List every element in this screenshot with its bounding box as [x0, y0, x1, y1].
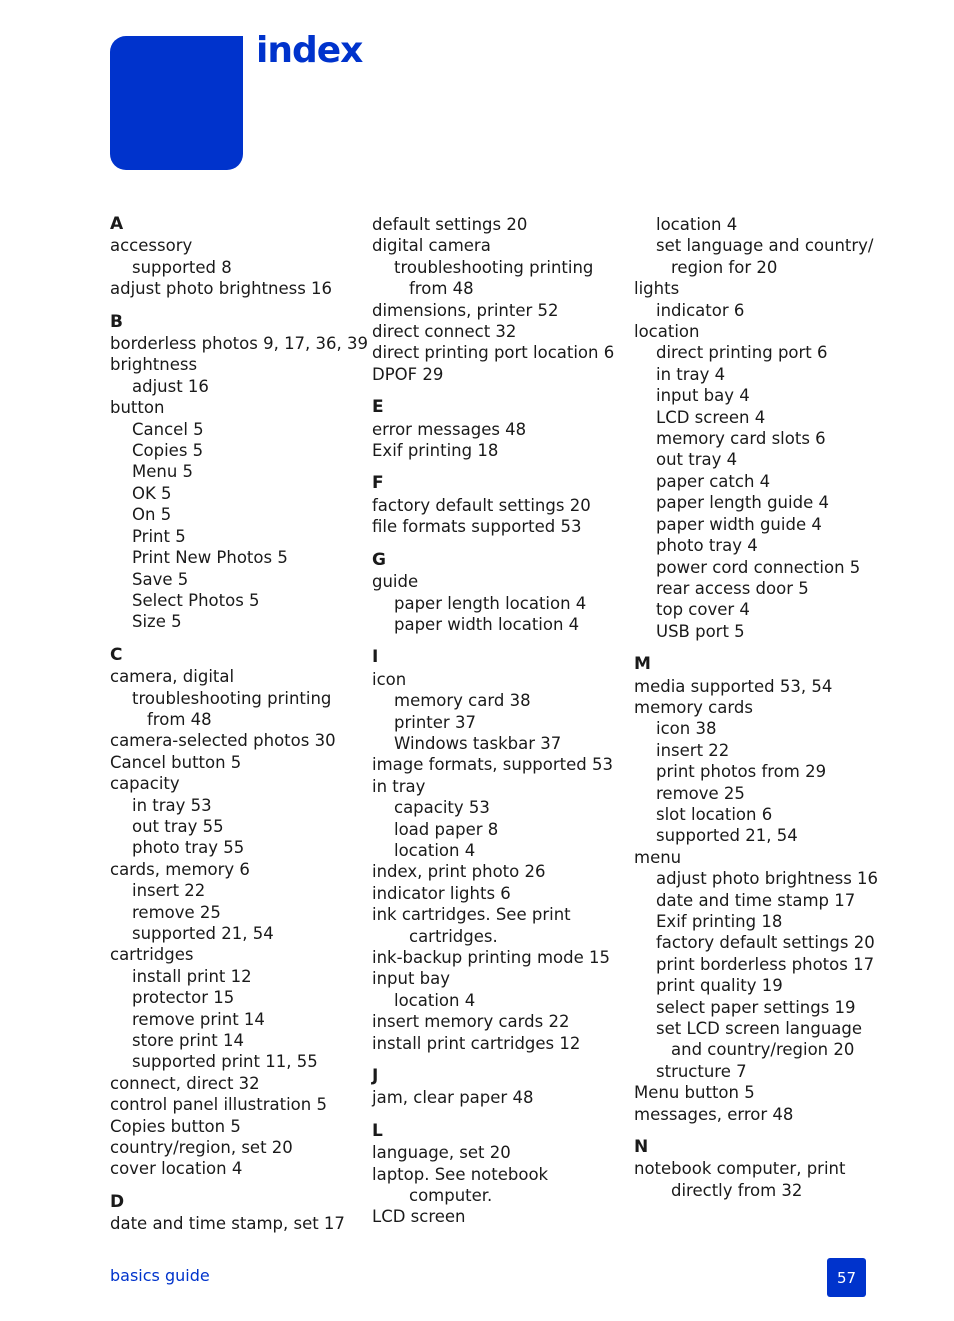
index-entry: paper catch 4 [656, 471, 771, 491]
index-entry: print quality 19 [656, 976, 783, 996]
index-entry: store print 14 [132, 1031, 244, 1051]
index-entry: cards, memory 6 [110, 859, 250, 879]
section-letter: J [372, 1066, 379, 1087]
index-entry: region for 20 [671, 257, 778, 277]
index-entry: OK 5 [132, 483, 172, 503]
index-entry: ink cartridges. See print [372, 905, 571, 925]
index-entry: top cover 4 [656, 600, 750, 620]
index-entry: remove 25 [132, 902, 221, 922]
index-entry: capacity 53 [394, 798, 490, 818]
index-entry: camera, digital [110, 667, 235, 687]
index-entry: Print 5 [132, 526, 186, 546]
index-entry: set language and country/ [656, 236, 874, 256]
index-entry: image formats, supported 53 [372, 755, 613, 775]
index-entry: date and time stamp, set 17 [110, 1214, 345, 1234]
index-entry: memory cards [634, 697, 753, 717]
index-entry: from 48 [409, 279, 474, 299]
index-entry: location 4 [656, 215, 738, 234]
index-entry: rear access door 5 [656, 578, 809, 598]
index-entry: Exif printing 18 [656, 912, 783, 931]
index-entry: control panel illustration 5 [110, 1095, 327, 1115]
index-entry: accessory [110, 236, 193, 256]
index-entry: Copies 5 [132, 441, 204, 461]
index-entry: in tray 4 [656, 364, 726, 384]
index-entry: photo tray 4 [656, 536, 758, 556]
chapter-tab-block [110, 36, 243, 170]
index-entry: Cancel 5 [132, 419, 204, 439]
section-letter: M [634, 654, 651, 675]
section-letter: I [372, 647, 379, 668]
index-entry: location 4 [394, 990, 476, 1010]
index-entry: install print 12 [132, 966, 252, 986]
index-entry: direct connect 32 [372, 322, 517, 342]
index-entry: On 5 [132, 505, 172, 525]
index-entry: date and time stamp 17 [656, 890, 856, 910]
index-entry: icon 38 [656, 719, 717, 739]
index-entry: load paper 8 [394, 819, 499, 839]
index-entry: menu [634, 847, 682, 867]
footer-label: basics guide [110, 1266, 210, 1285]
index-entry: Windows taskbar 37 [394, 733, 562, 753]
index-entry: troubleshooting printing [132, 688, 332, 708]
index-entry: photo tray 55 [132, 838, 245, 858]
index-entry: factory default settings 20 [372, 495, 591, 515]
index-entry: supported 21, 54 [132, 924, 274, 943]
index-entry: borderless photos 9, 17, 36, 39 [110, 334, 369, 354]
index-entry: memory card 38 [394, 691, 531, 711]
index-entry: input bay 4 [656, 386, 750, 406]
index-entry: insert memory cards 22 [372, 1012, 570, 1032]
index-entry: messages, error 48 [634, 1104, 794, 1124]
index-entry: direct printing port 6 [656, 343, 828, 363]
index-entry: adjust photo brightness 16 [110, 279, 333, 299]
index-entry: in tray 53 [132, 795, 212, 815]
section-letter: A [110, 214, 124, 234]
index-entry: print photos from 29 [656, 762, 827, 782]
index-entry: supported print 11, 55 [132, 1052, 318, 1072]
index-entry: and country/region 20 [671, 1040, 855, 1060]
index-entry: button [110, 398, 165, 418]
section-letter: E [372, 397, 384, 418]
index-entry: error messages 48 [372, 419, 527, 439]
page-number-badge [827, 1258, 866, 1297]
index-entry: LCD screen [372, 1207, 466, 1227]
index-entry: print borderless photos 17 [656, 954, 875, 974]
index-entry: icon [372, 669, 407, 689]
index-entry: Exif printing 18 [372, 441, 499, 461]
index-entry: Select Photos 5 [132, 590, 260, 610]
index-entry: capacity [110, 774, 180, 794]
index-entry: Menu button 5 [634, 1083, 755, 1103]
index-entry: cartridges. [409, 926, 498, 946]
index-entry: insert 22 [656, 740, 730, 760]
index-entry: in tray [372, 776, 426, 796]
index-entry: connect, direct 32 [110, 1073, 260, 1093]
index-entry: notebook computer, print [634, 1159, 846, 1179]
index-entry: structure 7 [656, 1061, 747, 1081]
index-entry: insert 22 [132, 881, 206, 901]
index-entry: set LCD screen language [656, 1019, 863, 1039]
index-entry: guide [372, 572, 419, 592]
page-number: 57 [836, 1268, 857, 1287]
index-entry: direct printing port location 6 [372, 343, 615, 363]
index-entry: LCD screen 4 [656, 407, 766, 427]
index-entry: index, print photo 26 [372, 862, 546, 882]
index-entry: out tray 55 [132, 816, 224, 836]
index-entry: language, set 20 [372, 1143, 511, 1163]
index-entry: laptop. See notebook [372, 1164, 549, 1184]
index-entry: directly from 32 [671, 1180, 803, 1200]
index-entry: Cancel button 5 [110, 752, 242, 772]
index-entry: paper width guide 4 [656, 514, 822, 534]
index-entry: memory card slots 6 [656, 429, 826, 449]
index-entry: supported 8 [132, 257, 232, 277]
index-entry: indicator 6 [656, 300, 745, 320]
index-entry: paper length location 4 [394, 593, 587, 613]
section-letter: N [634, 1137, 649, 1158]
section-letter: L [372, 1120, 383, 1141]
section-letter: F [372, 473, 384, 494]
index-entry: location 4 [394, 840, 476, 860]
index-column-2 [372, 214, 627, 1228]
index-entry: remove 25 [656, 783, 745, 803]
index-entry: protector 15 [132, 988, 235, 1008]
index-entry: paper width location 4 [394, 614, 580, 634]
index-entry: Menu 5 [132, 462, 194, 482]
index-entry: indicator lights 6 [372, 883, 511, 903]
index-entry: cartridges [110, 945, 194, 965]
index-entry: adjust photo brightness 16 [656, 869, 879, 889]
index-column-3 [634, 214, 889, 1201]
index-entry: from 48 [147, 709, 212, 729]
index-entry: jam, clear paper 48 [372, 1088, 534, 1108]
index-entry: printer 37 [394, 712, 476, 732]
index-entry: Copies button 5 [110, 1116, 241, 1136]
index-entry: remove print 14 [132, 1009, 265, 1029]
section-letter: G [372, 549, 386, 570]
section-letter: C [110, 644, 123, 665]
section-letter: B [110, 311, 123, 332]
index-entry: slot location 6 [656, 804, 773, 824]
page-title: index [256, 30, 363, 71]
index-entry: install print cartridges 12 [372, 1033, 581, 1053]
index-entry: computer. [409, 1186, 493, 1206]
index-entry: camera-selected photos 30 [110, 731, 336, 751]
index-entry: Save 5 [132, 569, 189, 589]
index-column-1 [110, 214, 369, 1235]
index-entry: ink-backup printing mode 15 [372, 948, 610, 967]
index-entry: input bay [372, 969, 451, 989]
index-entry: power cord connection 5 [656, 557, 861, 577]
index-entry: brightness [110, 355, 198, 375]
index-entry: factory default settings 20 [656, 933, 875, 953]
index-entry: DPOF 29 [372, 364, 444, 384]
index-entry: select paper settings 19 [656, 997, 856, 1017]
index-entry: media supported 53, 54 [634, 676, 833, 696]
index-entry: adjust 16 [132, 376, 209, 396]
index-entry: out tray 4 [656, 450, 738, 470]
index-entry: cover location 4 [110, 1159, 243, 1179]
index-entry: paper length guide 4 [656, 493, 829, 513]
index-entry: lights [634, 279, 680, 299]
index-entry: digital camera [372, 236, 491, 256]
section-letter: D [110, 1191, 125, 1212]
index-entry: country/region, set 20 [110, 1138, 293, 1158]
index-entry: troubleshooting printing [394, 257, 594, 277]
index-entry: supported 21, 54 [656, 826, 798, 846]
index-entry: location [634, 322, 700, 342]
index-entry: USB port 5 [656, 621, 745, 641]
index-entry: default settings 20 [372, 215, 528, 234]
index-entry: file formats supported 53 [372, 517, 582, 537]
index-entry: Print New Photos 5 [132, 548, 288, 568]
index-entry: dimensions, printer 52 [372, 300, 559, 320]
index-entry: Size 5 [132, 612, 182, 632]
